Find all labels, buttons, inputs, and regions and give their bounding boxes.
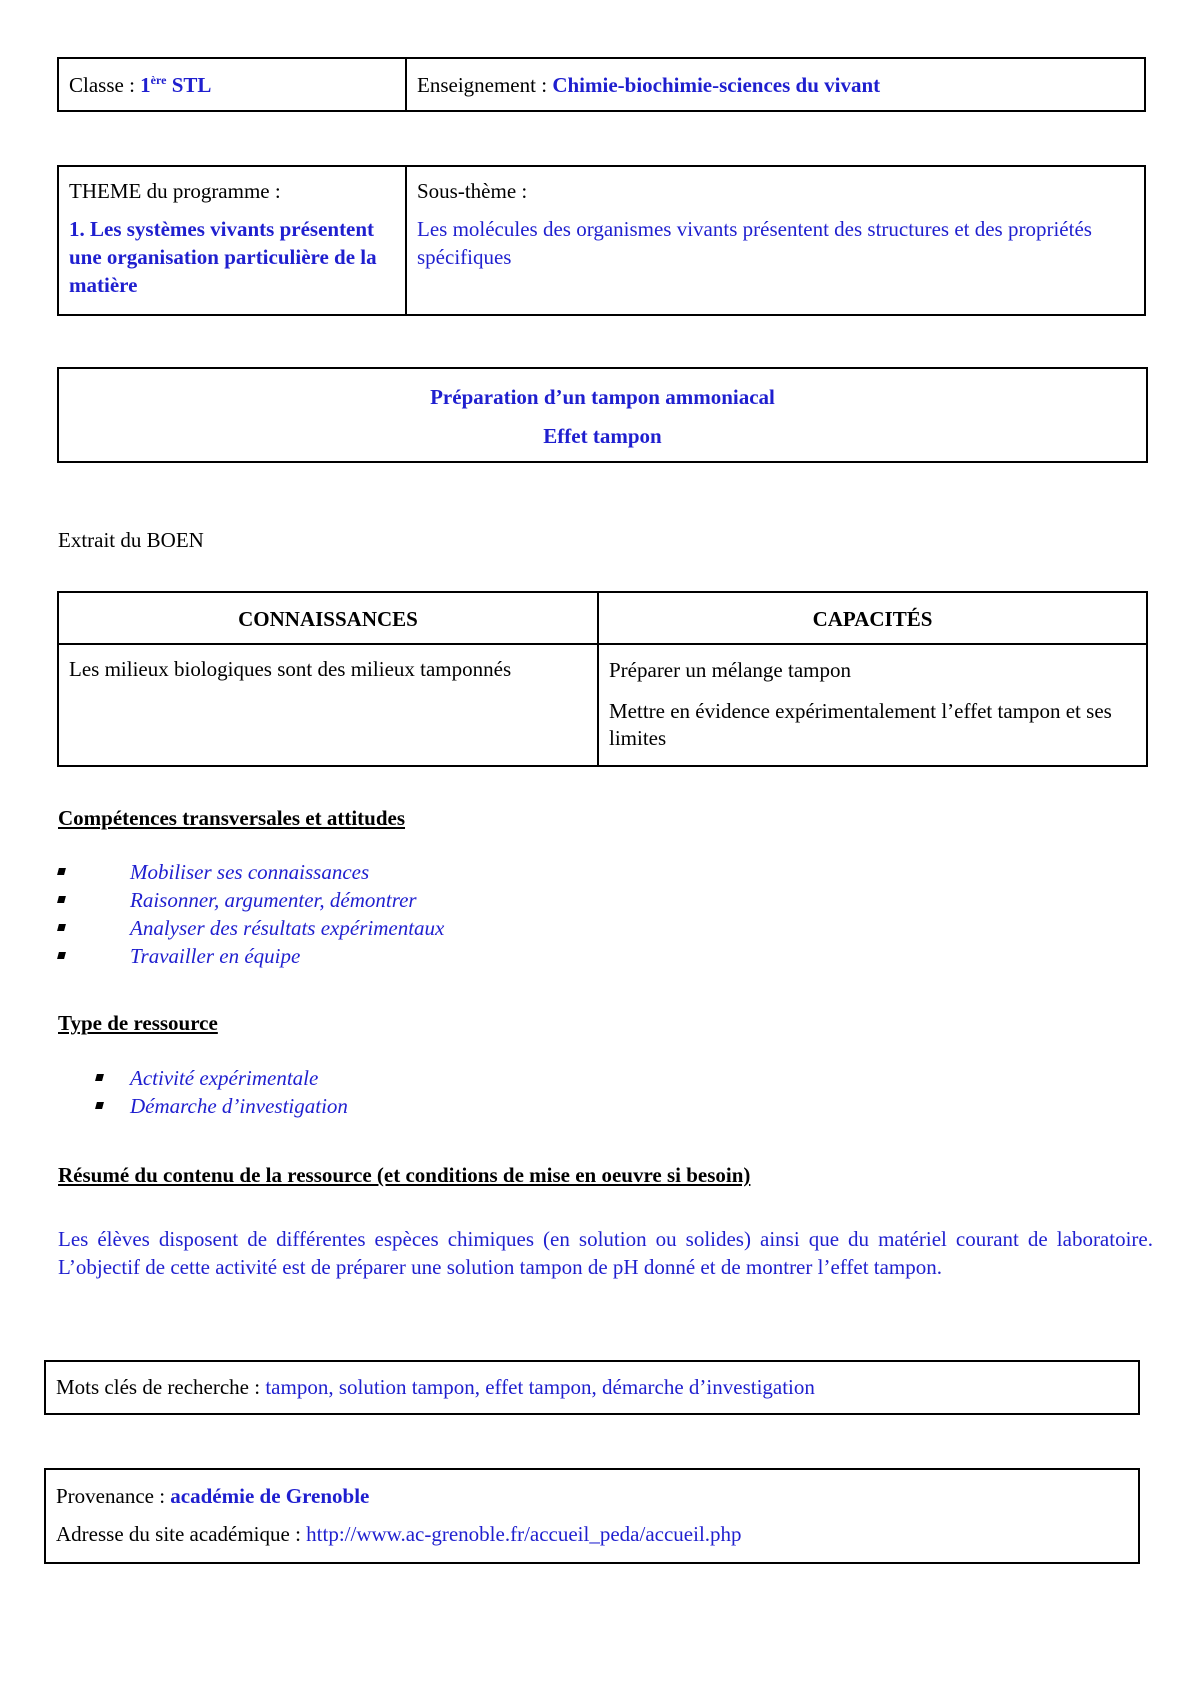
ressource-list [96, 1064, 348, 1120]
theme-value: 1. Les systèmes vivants présentent une organisation particulière de la matière [69, 217, 377, 297]
enseignement-cell [407, 59, 1144, 110]
enseignement-label: Enseignement : [417, 73, 548, 97]
enseignement-value: Chimie-biochimie-sciences du vivant [552, 73, 881, 97]
soustheme-label: Sous-thème : [417, 179, 528, 203]
list-item: Activité expérimentale [96, 1064, 348, 1092]
theme-table [57, 165, 1146, 316]
provenance-value: académie de Grenoble [170, 1484, 370, 1508]
capacites-cell [599, 645, 1146, 765]
soustheme-value: Les molécules des organismes vivants présentent des structures et des propriétés spécifiques [417, 217, 1092, 269]
capacites-header: CAPACITÉS [812, 607, 933, 631]
provenance-label: Provenance : [56, 1484, 166, 1508]
title-line1: Préparation d’un tampon ammoniacal [430, 385, 775, 409]
list-item: Raisonner, argumenter, démontrer [58, 886, 444, 914]
classe-label: Classe : [69, 73, 135, 97]
boen-label: Extrait du BOEN [58, 528, 204, 552]
ressource-heading: Type de ressource [58, 1011, 218, 1035]
competences-list [58, 858, 444, 970]
soustheme-cell [407, 167, 1144, 314]
list-item: Travailler en équipe [58, 942, 444, 970]
connaissance-cell: Les milieux biologiques sont des milieux tamponnés [59, 645, 599, 765]
boen-table [57, 591, 1148, 767]
mots-cles-value: tampon, solution tampon, effet tampon, démarche d’investigation [265, 1375, 815, 1399]
resume-text: Les élèves disposent de différentes espèces chimiques (en solution ou solides) ainsi que du matériel courant de laboratoire. L’objectif de cette activité est de préparer une solution tampon de pH donné et de montrer l’effet tampon. [58, 1227, 1153, 1279]
mots-cles-box [44, 1360, 1140, 1415]
provenance-box [44, 1468, 1140, 1564]
adresse-label: Adresse du site académique : [56, 1522, 301, 1546]
capacite-1: Préparer un mélange tampon [609, 658, 851, 682]
classe-cell [59, 59, 407, 110]
capacite-2: Mettre en évidence expérimentalement l’effet tampon et ses limites [609, 699, 1112, 750]
resume-heading: Résumé du contenu de la ressource (et conditions de mise en oeuvre si besoin) [58, 1163, 751, 1187]
list-item: Mobiliser ses connaissances [58, 858, 444, 886]
competences-heading: Compétences transversales et attitudes [58, 806, 406, 830]
adresse-link[interactable]: http://www.ac-grenoble.fr/accueil_peda/accueil.php [306, 1522, 742, 1546]
classe-value: 1ère STL [140, 73, 212, 97]
title-box [57, 367, 1148, 463]
mots-cles-label: Mots clés de recherche : [56, 1375, 261, 1399]
connaissances-header: CONNAISSANCES [59, 593, 599, 643]
list-item: Démarche d’investigation [96, 1092, 348, 1120]
title-line2: Effet tampon [543, 424, 662, 448]
classe-enseignement-table [57, 57, 1146, 112]
theme-label: THEME du programme : [69, 179, 281, 203]
list-item: Analyser des résultats expérimentaux [58, 914, 444, 942]
theme-cell [59, 167, 407, 314]
